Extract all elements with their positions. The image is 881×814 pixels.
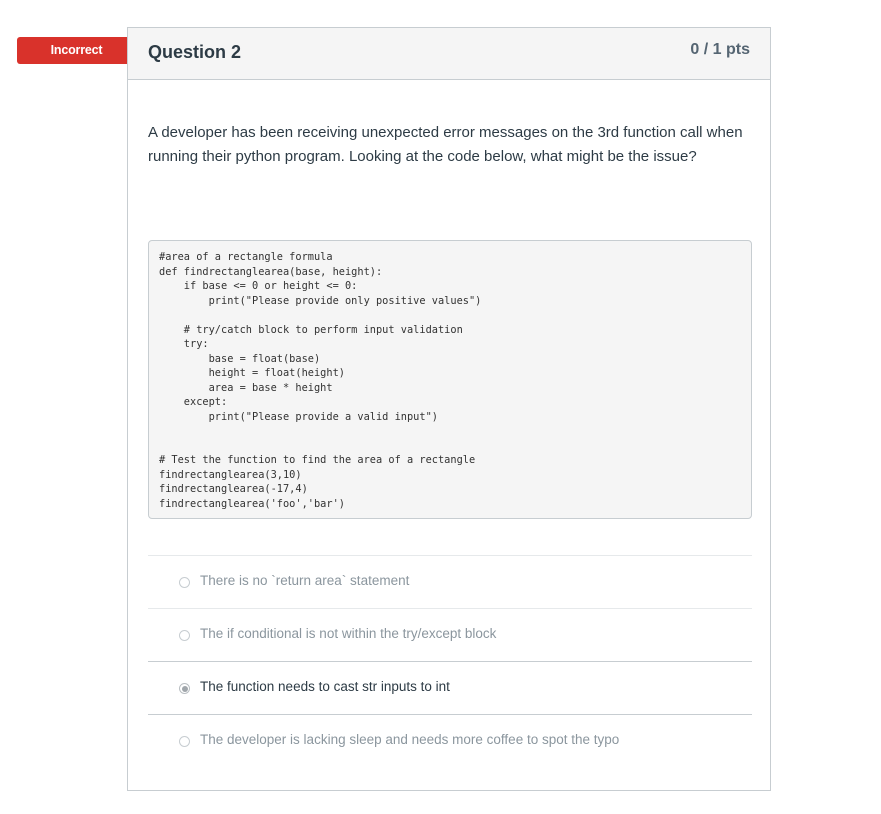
answer-option-3[interactable] bbox=[148, 661, 752, 714]
answer-option-4[interactable] bbox=[148, 714, 752, 767]
radio-button-icon[interactable] bbox=[179, 577, 190, 588]
incorrect-badge-label: Incorrect bbox=[17, 37, 136, 64]
question-points: 0 / 1 pts bbox=[690, 41, 750, 58]
question-title: Question 2 bbox=[148, 42, 242, 62]
radio-button-icon[interactable] bbox=[179, 630, 190, 641]
question-header bbox=[128, 28, 770, 80]
answer-list bbox=[148, 555, 752, 767]
answer-label: The function needs to cast str inputs to int bbox=[200, 679, 450, 694]
radio-button-icon[interactable] bbox=[179, 736, 190, 747]
code-block bbox=[148, 240, 752, 519]
code-content: #area of a rectangle formula def findrectanglearea(base, height): if base <= 0 or height <= 0: print("Please provide only positive values") # try/catch block to perform input validation try: base = float(base) height = float(height) area = base * height except: print("Please provide a valid input") # Test the function to find the area of a rectangle findrectanglearea(3,10) findrectanglearea(-17,4) findrectanglearea('foo','bar') bbox=[159, 251, 482, 510]
question-text: A developer has been receiving unexpected error messages on the 3rd function call when running their python program. Looking at the code below, what might be the issue? bbox=[148, 124, 743, 165]
answer-label: The if conditional is not within the try/except block bbox=[200, 626, 497, 641]
answer-label: There is no `return area` statement bbox=[200, 573, 410, 588]
answer-option-2[interactable] bbox=[148, 608, 752, 661]
incorrect-badge bbox=[17, 37, 142, 64]
radio-button-selected-icon[interactable] bbox=[179, 683, 190, 694]
answer-label: The developer is lacking sleep and needs more coffee to spot the typo bbox=[200, 732, 620, 747]
answer-option-1[interactable] bbox=[148, 555, 752, 608]
question-card bbox=[127, 27, 771, 791]
